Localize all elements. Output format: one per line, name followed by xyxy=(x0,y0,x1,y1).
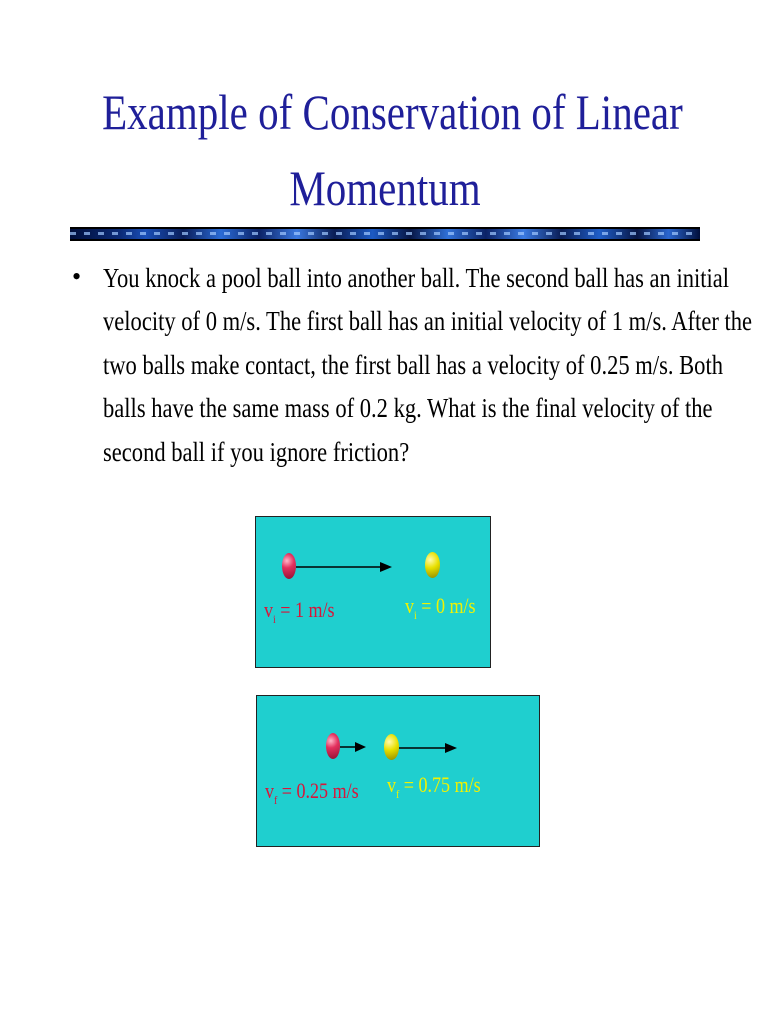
problem-line-5: second ball if you ignore friction? xyxy=(103,435,410,467)
bullet-icon: • xyxy=(72,262,82,291)
problem-line-4: balls have the same mass of 0.2 kg. What is the final velocity of the xyxy=(103,392,713,424)
pool-ball-1-icon xyxy=(282,553,296,579)
title-divider xyxy=(70,227,700,241)
initial-state-diagram xyxy=(255,516,491,668)
velocity-arrow-icon xyxy=(340,739,366,755)
final-state-diagram xyxy=(256,695,540,847)
pool-ball-1-icon xyxy=(326,733,340,759)
velocity-arrow-icon xyxy=(296,559,392,575)
problem-line-1: You knock a pool ball into another ball. The second ball has an initial xyxy=(103,262,730,293)
velocity-arrow-icon xyxy=(399,740,457,756)
slide-title xyxy=(102,74,683,226)
problem-line-3: two balls make contact, the first ball has a velocity of 0.25 m/s. Both xyxy=(103,348,723,380)
problem-line-2: velocity of 0 m/s. The first ball has an initial velocity of 1 m/s. After the xyxy=(103,305,753,337)
slide-title-line-1: Example of Conservation of Linear xyxy=(102,84,683,140)
slide-title-line-2: Momentum xyxy=(289,160,481,216)
pool-ball-2-icon xyxy=(384,734,399,760)
ball-1-final-velocity-label: $v_f = 0.25$ m/s xyxy=(265,778,359,807)
ball-2-initial-velocity-label: $v_i = 0$ m/s xyxy=(405,593,476,622)
problem-statement xyxy=(103,256,753,473)
ball-2-final-velocity-label: $v_f = 0.75$ m/s xyxy=(387,772,481,801)
ball-1-initial-velocity-label: $v_i = 1$ m/s xyxy=(264,597,335,626)
pool-ball-2-icon xyxy=(425,552,440,578)
